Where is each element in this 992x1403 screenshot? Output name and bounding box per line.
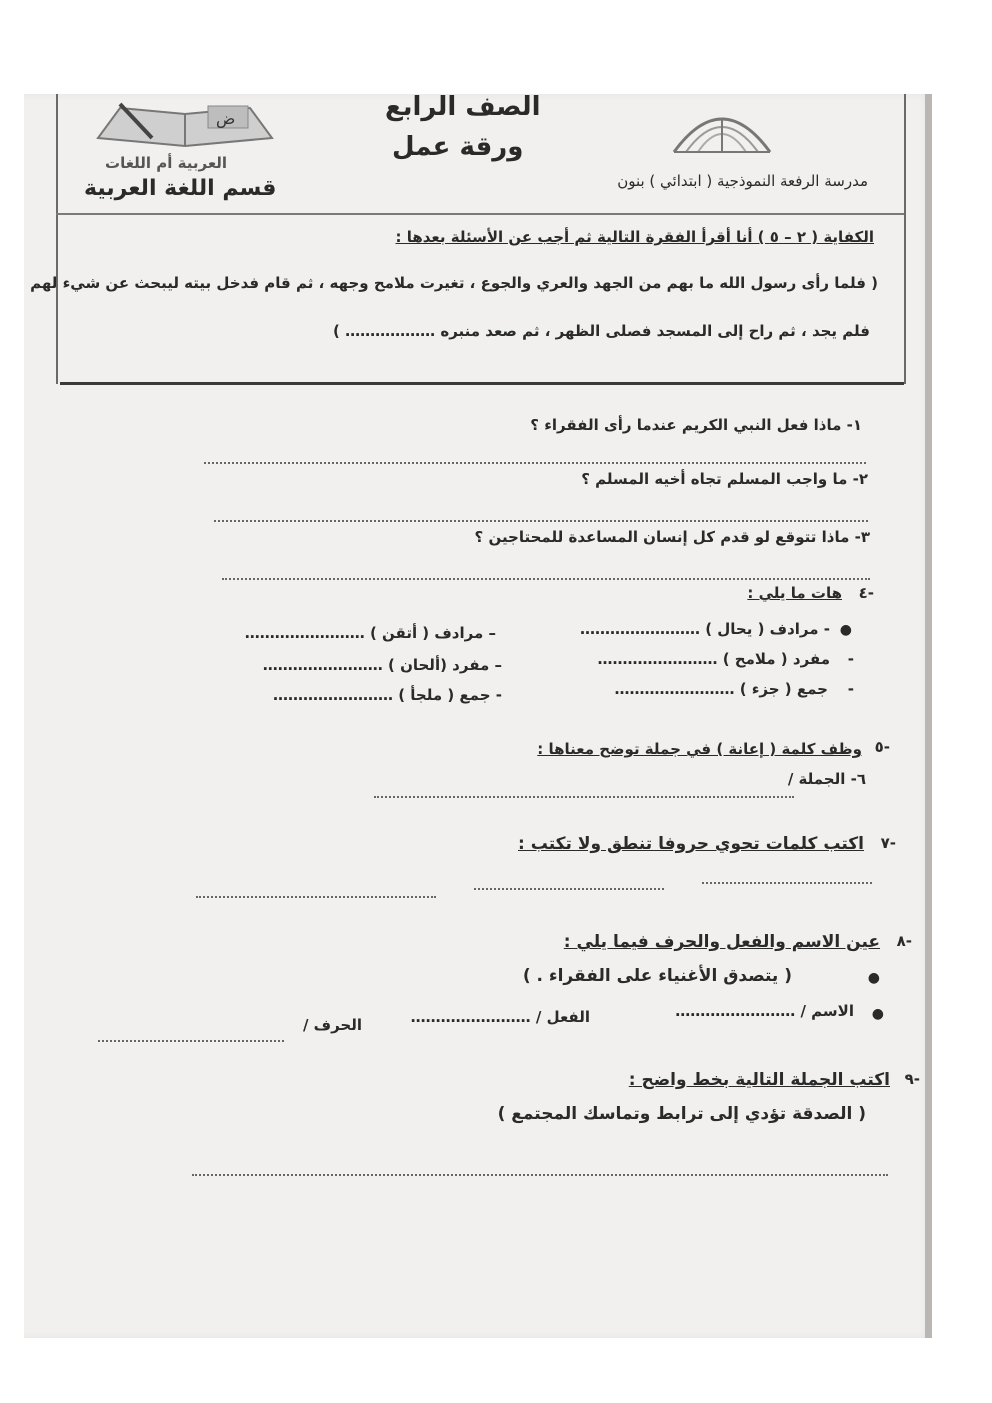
question-7-label: اكتب كلمات تحوي حروفا تنطق ولا تكتب :	[518, 834, 864, 854]
grade-title: الصف الرابع	[385, 92, 541, 122]
answer-line-7b[interactable]	[474, 888, 664, 890]
answer-line-6[interactable]	[374, 796, 794, 798]
q9-sentence: ( الصدقة تؤدي إلى ترابط وتماسك المجتمع )	[497, 1104, 866, 1124]
q8-verb: الفعل / ……………………	[410, 1008, 590, 1026]
answer-line-8[interactable]	[98, 1040, 284, 1042]
question-2: ٢- ما واجب المسلم تجاه أخيه المسلم ؟	[581, 470, 868, 488]
q4-item-1a: - مرادف ( يحال ) ……………………	[579, 620, 830, 638]
answer-line-3[interactable]	[222, 578, 870, 580]
question-6: ٦- الجملة /	[787, 770, 866, 788]
header-divider	[56, 213, 904, 215]
q4-item-1b: – مرادف ( أتقن ) ……………………	[244, 624, 496, 642]
paper-edge	[925, 94, 932, 1338]
answer-line-9[interactable]	[192, 1174, 888, 1176]
question-7-number: ٧-	[880, 834, 896, 852]
question-5-label: وظف كلمة ( إعانة ) في جملة توضح معناها :	[537, 740, 862, 758]
question-9-label: اكتب الجملة التالية بخط واضح :	[628, 1070, 890, 1090]
question-8-number: ٨-	[896, 932, 912, 950]
question-5-number: ٥-	[874, 738, 890, 756]
q8-sentence: ( يتصدق الأغنياء على الفقراء . )	[522, 966, 792, 986]
question-8-label: عين الاسم والفعل والحرف فيما يلي :	[563, 932, 880, 952]
dash-marker: -	[847, 680, 854, 698]
q8-particle: الحرف /	[302, 1016, 362, 1034]
school-name: مدرسة الرفعة النموذجية ( ابتدائي ) بنون	[617, 172, 868, 190]
bullet-icon: ●	[867, 970, 880, 986]
question-4-label: هات ما يلي :	[747, 584, 842, 602]
q4-item-2a: مفرد ( ملامح ) ……………………	[597, 650, 830, 668]
answer-line-7a[interactable]	[702, 882, 872, 884]
answer-line-1[interactable]	[204, 462, 866, 464]
open-book-icon	[90, 98, 280, 156]
worksheet-title: ورقة عمل	[392, 132, 524, 162]
q4-item-3a: جمع ( جزء ) ……………………	[614, 680, 828, 698]
reading-paragraph-line1: ( فلما رأى رسول الله ما بهم من الجهد والعري والجوع ، تغيرت ملامح وجهه ، ثم قام فدخل بيته ليبحث عن شيء لهم	[30, 274, 878, 292]
bullet-icon: ●	[839, 622, 852, 638]
section-divider	[60, 382, 904, 385]
competency-instruction: الكفاية ( ٢ – ٥ ) أنا أقرأ الفقرة التالية ثم أجب عن الأسئلة بعدها :	[395, 228, 874, 246]
question-4-number: ٤-	[858, 584, 874, 602]
question-1: ١- ماذا فعل النبي الكريم عندما رأى الفقراء ؟	[530, 416, 862, 434]
book-letter: ض	[216, 109, 236, 128]
department-name: قسم اللغة العربية	[84, 176, 277, 201]
motto: العربية أم اللغات	[105, 154, 228, 172]
question-9-number: ٩-	[904, 1070, 920, 1088]
reading-paragraph-line2: فلم يجد ، ثم راح إلى المسجد فصلى الظهر ، ثم صعد منبره ……………… )	[333, 322, 870, 340]
school-logo	[668, 96, 776, 156]
q8-noun: الاسم / ……………………	[675, 1002, 854, 1020]
bullet-icon: ●	[871, 1006, 884, 1022]
q4-item-2b: – مفرد (ألحان ) ……………………	[262, 656, 502, 674]
question-3: ٣- ماذا تتوقع لو قدم كل إنسان المساعدة للمحتاجين ؟	[474, 528, 870, 546]
answer-line-2[interactable]	[214, 520, 868, 522]
answer-line-7c[interactable]	[196, 896, 436, 898]
q4-item-3b: - جمع ( ملجأ ) ……………………	[272, 686, 502, 704]
dash-marker: -	[847, 650, 854, 668]
